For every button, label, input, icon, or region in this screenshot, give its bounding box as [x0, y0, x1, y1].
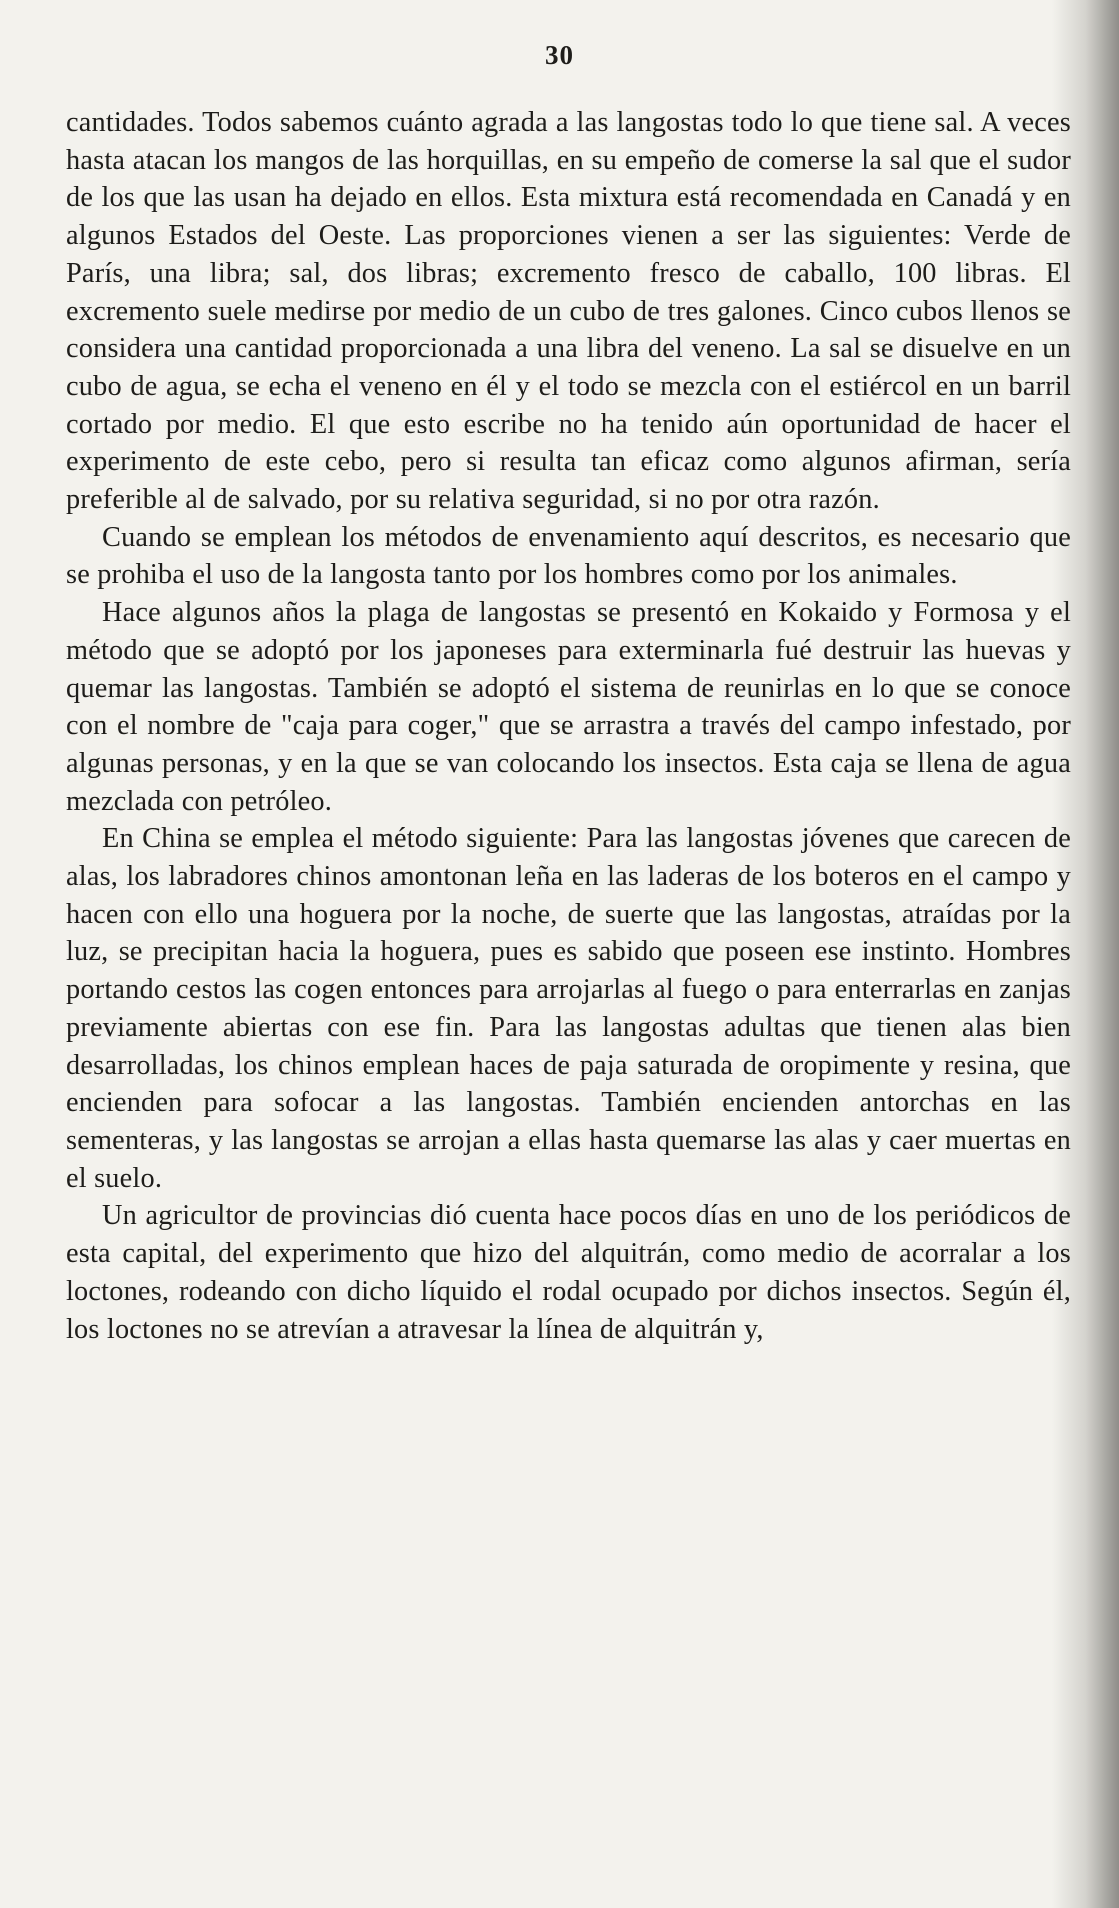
paragraph-2: Cuando se emplean los métodos de envenamiento aquí descritos, es necesario que se prohiba el uso de la langosta tanto por los hombres como por los animales. [66, 521, 1071, 591]
paragraph-4: En China se emplea el método siguiente: Para las langostas jóvenes que carecen de alas, los labradores chinos amontonan leña en las laderas de los boteros en el campo y hacen con ello una hoguera por la noche, de suerte que las langostas, atraídas por la luz, se precipitan hacia la hoguera, pues es sabido que poseen ese instinto. Hombres portando cestos las cogen entonces para arrojarlas al fuego o para enterrarlas en zanjas previamente abiertas con ese fin. Para las langostas adultas que tienen alas bien desarrolladas, los chinos emplean haces de paja saturada de oropimente y resina, que encienden para sofocar a las langostas. También encienden antorchas en las sementeras, y las langostas se arrojan a ellas hasta quemarse las alas y caer muertas en el suelo. [66, 823, 1071, 1194]
paragraph-5: Un agricultor de provincias dió cuenta hace pocos días en uno de los periódicos de esta capital, del experimento que hizo del alquitrán, como medio de acorralar a los loctones, rodeando con dicho líquido el rodal ocupado por dichos insectos. Según él, los loctones no se atrevían a atravesar la línea de alquitrán y, [66, 1200, 1071, 1345]
paragraph-1: cantidades. Todos sabemos cuánto agrada a las langostas todo lo que tiene sal. A veces hasta atacan los mangos de las horquillas, en su empeño de comerse la sal que el sudor de los que las usan ha dejado en ellos. Esta mixtura está recomendada en Canadá y en algunos Estados del Oeste. Las proporciones vienen a ser las siguientes: Verde de París, una libra; sal, dos libras; excremento fresco de caballo, 100 libras. El excremento suele medirse por medio de un cubo de tres galones. Cinco cubos llenos se considera una cantidad proporcionada a una libra del veneno. La sal se disuelve en un cubo de agua, se echa el veneno en él y el todo se mezcla con el estiércol en un barril cortado por medio. El que esto escribe no ha tenido aún oportunidad de hacer el experimento de este cebo, pero si resulta tan eficaz como algunos afirman, sería preferible al de salvado, por su relativa seguridad, si no por otra razón. [66, 107, 1071, 516]
body-text [66, 104, 1071, 1348]
page-number: 30 [545, 40, 574, 70]
paragraph-3: Hace algunos años la plaga de langostas se presentó en Kokaido y Formosa y el método que se adoptó por los japoneses para exterminarla fué destruir las huevas y quemar las langostas. También se adoptó el sistema de reunirlas en lo que se conoce con el nombre de "caja para coger," que se arrastra a través del campo infestado, por algunas personas, y en la que se van colocando los insectos. Esta caja se llena de agua mezclada con petróleo. [66, 597, 1071, 817]
